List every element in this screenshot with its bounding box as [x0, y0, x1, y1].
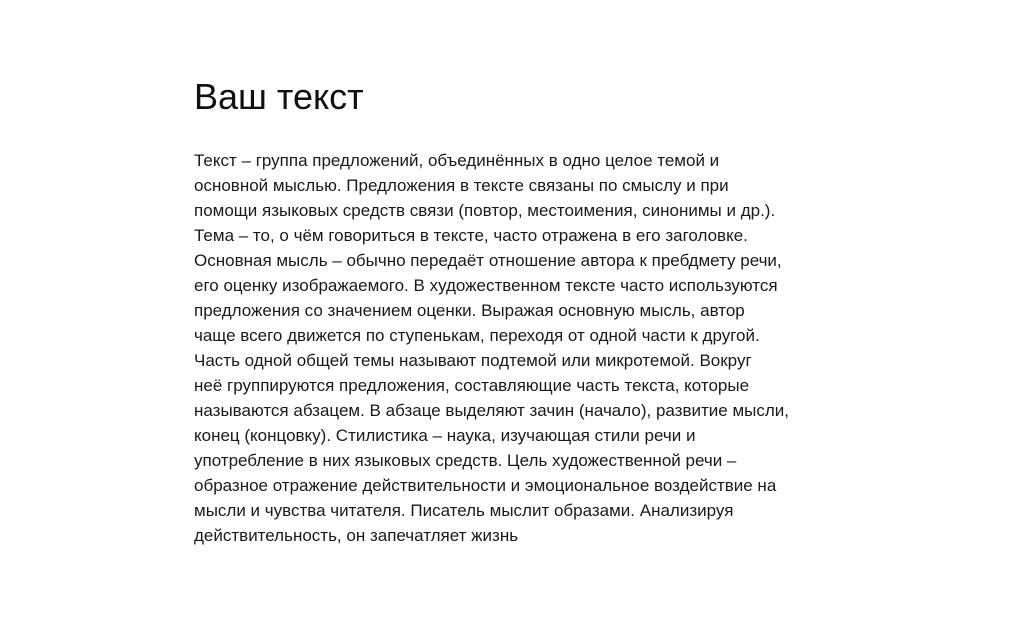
page-title: Ваш текст	[194, 76, 364, 117]
paragraph-line: Основная мысль – обычно передаёт отношение автора к пребдмету речи,	[194, 251, 782, 270]
paragraph-line: неё группируются предложения, составляющие часть текста, которые	[194, 376, 750, 395]
paragraph-line: образное отражение действительности и эмоциональное воздействие на	[194, 476, 777, 495]
paragraph-line: Текст – группа предложений, объединённых в одно целое темой и	[194, 151, 720, 170]
paragraph-line: помощи языковых средств связи (повтор, местоимения, синонимы и др.).	[194, 201, 776, 220]
paragraph-line: предложения со значением оценки. Выражая основную мысль, автор	[194, 301, 745, 320]
paragraph-line: мысли и чувства читателя. Писатель мыслит образами. Анализируя	[194, 501, 734, 520]
paragraph-line: употребление в них языковых средств. Цель художественной речи –	[194, 451, 737, 470]
paragraph-line: называются абзацем. В абзаце выделяют зачин (начало), развитие мысли,	[194, 401, 789, 420]
paragraph-line: Часть одной общей темы называют подтемой или микротемой. Вокруг	[194, 351, 752, 370]
body-paragraph	[194, 148, 844, 548]
paragraph-line: действительность, он запечатляет жизнь	[194, 526, 519, 545]
paragraph-line: Тема – то, о чём говориться в тексте, часто отражена в его заголовке.	[194, 226, 748, 245]
paragraph-line: основной мыслью. Предложения в тексте связаны по смыслу и при	[194, 176, 729, 195]
paragraph-line: конец (концовку). Стилистика – наука, изучающая стили речи и	[194, 426, 696, 445]
paragraph-line: чаще всего движется по ступенькам, переходя от одной части к другой.	[194, 326, 760, 345]
paragraph-line: его оценку изображаемого. В художественном тексте часто используются	[194, 276, 778, 295]
